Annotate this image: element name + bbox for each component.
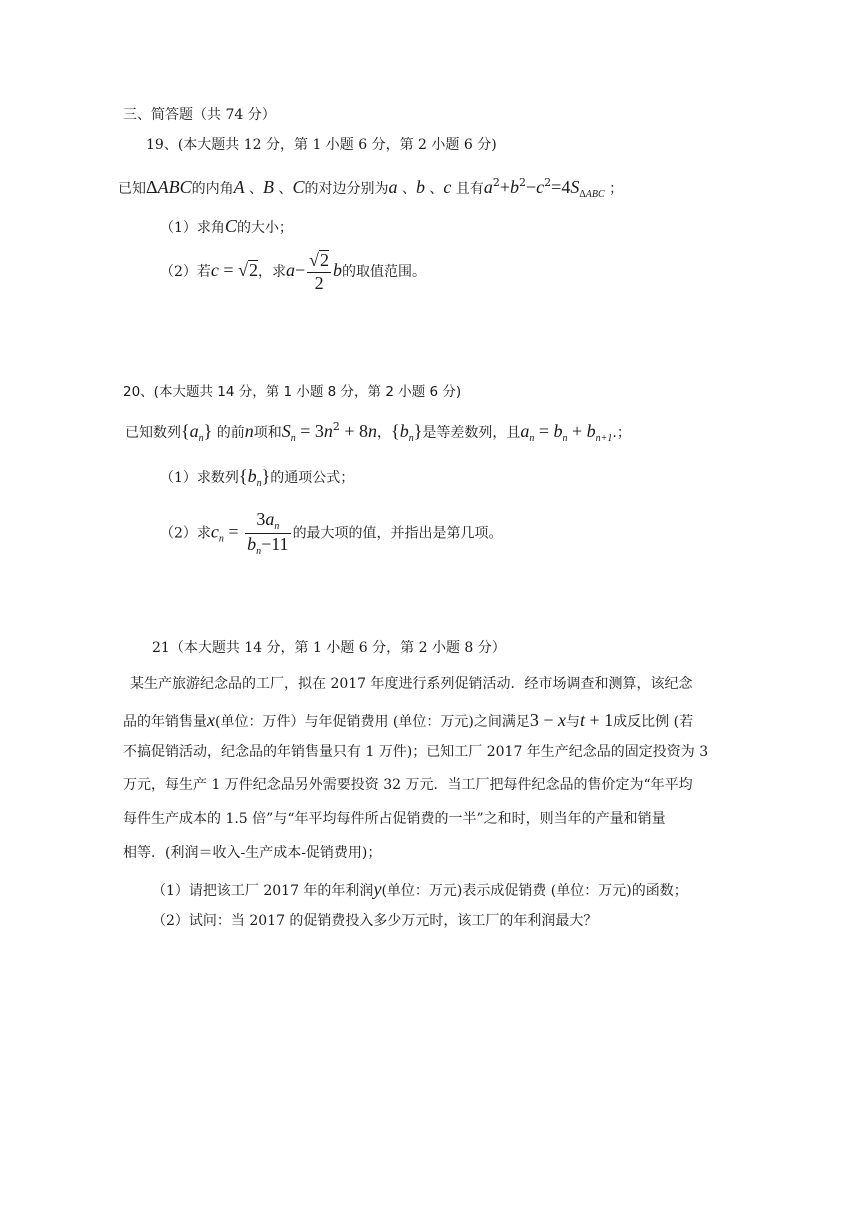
q19-part1: （1）求角C的大小； bbox=[160, 216, 293, 236]
q20-header: 20、(本大题共 14 分，第 1 小题 8 分，第 2 小题 6 分) bbox=[123, 384, 462, 400]
q21-paragraph-line-5: 每件生产成本的 1.5 倍”与“年平均每件所占促销费的一半”之和时，则当年的产量和销量 bbox=[123, 811, 666, 827]
q21-paragraph-line-1: 某生产旅游纪念品的工厂，拟在 2017 年度进行系列促销活动．经市场调查和测算，该纪念 bbox=[130, 676, 693, 692]
q21-paragraph-line-2: 品的年销售量x(单位：万件）与年促销费用 (单位：万元)之间满足3 − x与t + 1成反比例 (若 bbox=[123, 710, 694, 730]
q21-part2: （2）试问：当 2017 的促销费投入多少万元时，该工厂的年利润最大？ bbox=[152, 913, 598, 929]
q19-stem: 已知ΔABC的内角A 、B 、C的对边分别为a 、b 、c 且有$a^2+b^2-c^2=4S_{\Delta ABC}$ ； bbox=[118, 176, 624, 200]
q21-header: 21（本大题共 14 分，第 1 小题 6 分，第 2 小题 8 分） bbox=[152, 640, 506, 656]
q20-part2: （2）求$c_n$ = $\frac{3a_n}{b_n-11}$ 的最大项的值，并指出是第几项。 bbox=[160, 509, 503, 557]
q21-paragraph-line-4: 万元，每生产 1 万件纪念品另外需要投资 32 万元．当工厂把每件纪念品的售价定为“年平均 bbox=[123, 777, 693, 793]
q20-stem: 已知数列$\{a_n\}$ 的前n项和$S_n = 3n^2 + 8n$，$\{b_n\}$是等差数列，且$a_n = b_n + b_{n+1}$.； bbox=[125, 420, 631, 444]
q20-part1: （1）求数列$\{b_n\}$的通项公式； bbox=[160, 466, 355, 489]
q19-header: 19、(本大题共 12 分，第 1 小题 6 分，第 2 小题 6 分) bbox=[146, 137, 497, 153]
q21-paragraph-line-3: 不搞促销活动，纪念品的年销售量只有 1 万件)；已知工厂 2017 年生产纪念品的固定投资为 3 bbox=[123, 744, 709, 760]
section-heading: 三、简答题（共 74 分） bbox=[123, 107, 276, 123]
q21-paragraph-line-6: 相等．(利润＝收入-生产成本-促销费用)； bbox=[123, 845, 382, 861]
q21-part1: （1）请把该工厂 2017 年的年利润y(单位：万元)表示成促销费 (单位：万元)的函数； bbox=[152, 879, 688, 899]
q19-part2: （2）若c = √2，求a− $\frac{√2}{2}$ b的取值范围。 bbox=[160, 250, 427, 293]
